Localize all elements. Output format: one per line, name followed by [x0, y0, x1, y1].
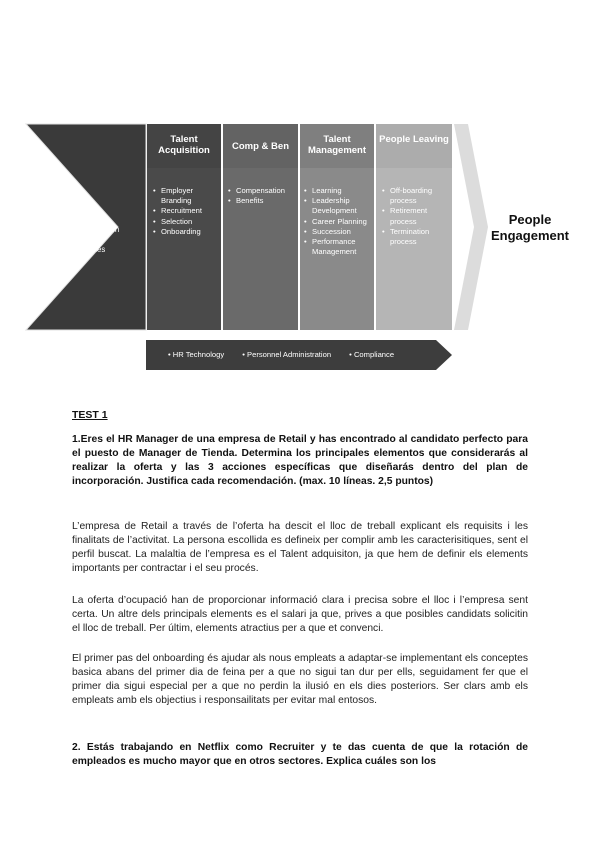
col-item: • Employer Branding	[153, 186, 219, 206]
bottom-item-label: Personnel Administration	[247, 350, 332, 359]
bottom-item: • HR Technology	[168, 350, 225, 359]
question-2: 2. Estás trabajando en Netflix como Recruiter y te das cuenta de que la rotación de empleados es mucho mayor que en otros sectores. Explica cuáles son los	[72, 742, 528, 767]
engagement-chevron	[454, 124, 488, 330]
col-list-people-leaving	[382, 186, 450, 247]
bottom-item: • Personnel Administration	[242, 350, 332, 359]
question-1: 1.Eres el HR Manager de una empresa de Retail y has encontrado al candidato perfecto para el puesto de Manager de Tienda. Determina los principales elementos que considerarás al realizar la oferta y las 3 acciones específicas que diseñarás dentro del plan de incorporación. Justifica cada recomendación. (max. 10 líneas. 2,5 puntos)	[72, 434, 528, 487]
sf-item: • Structure	[58, 206, 135, 216]
bottom-item: • Compliance	[349, 350, 395, 359]
sf-item: • Listening & Communication Strategy	[58, 216, 135, 245]
bottom-item-label: Compliance	[353, 350, 395, 359]
answer-paragraph-3: El primer pas del onboarding és ajudar als nous empleats a adaptar-se implementant els conceptes basica abans del primer dia de feina per a que no sigui tan dur per ells, seguidament fer que el primer dia sigui especial per a que no perdin la ilusió en els dies posteriors. Ser clars amb els empleats amb els objectius i responsailitats per evitar mal entosos.	[72, 653, 528, 706]
answer-paragraph-2: La oferta d’ocupació han de proporcionar informació clara i precisa sobre el lloc i l’empresa sent certa. Un altre dels principals elements es el salari ja que, prives a que posibles candidats solicitin el lloc de treball. Per últim, elements atractius per a que et convenci.	[72, 595, 528, 634]
col-item: • Leadership Development	[304, 196, 374, 216]
col-item: • Termination process	[382, 227, 450, 247]
col-item: • Learning	[304, 186, 374, 196]
people-engagement-label: People Engagement	[490, 212, 569, 243]
strategic-framework-title: Strategic Framework	[35, 208, 55, 254]
col-list-comp-ben	[228, 186, 298, 206]
strategic-framework-list	[58, 196, 135, 255]
sf-item: • HR Policies	[58, 245, 135, 255]
col-item: • Onboarding	[153, 227, 219, 237]
sf-item: • Culture	[58, 196, 135, 206]
col-title-talent-management: Talent Management	[307, 134, 367, 156]
col-list-talent-management	[304, 186, 374, 257]
col-item: • Benefits	[228, 196, 298, 206]
col-item: • Performance Management	[304, 237, 374, 257]
col-item: • Recruitment	[153, 206, 219, 216]
col-item: • Off-boarding process	[382, 186, 450, 206]
bottom-bar-labels	[168, 350, 410, 359]
bottom-item-label: HR Technology	[172, 350, 225, 359]
col-item: • Selection	[153, 217, 219, 227]
col-item: • Succession	[304, 227, 374, 237]
col-title-people-leaving: People Leaving	[379, 134, 449, 145]
col-item: • Retirement process	[382, 206, 450, 226]
col-list-talent-acquisition	[153, 186, 219, 237]
test-heading: TEST 1	[72, 409, 108, 421]
col-item: • Career Planning	[304, 217, 374, 227]
col-item: • Compensation	[228, 186, 298, 196]
answer-paragraph-1: L’empresa de Retail a través de l’oferta ha descit el lloc de treball explicant els requisits i les finalitats de l’activitat. La persona escollida es defineix per complir amb les caracterisitiques, sent el perfil buscat. La malaltia de l’empresa es el Talent adquisiton, ja que hem de definir els elements importants per contractar i el seu procés.	[72, 521, 528, 574]
col-title-talent-acquisition: Talent Acquisition	[158, 134, 210, 156]
hr-framework-diagram	[0, 0, 600, 390]
col-title-comp-ben: Comp & Ben	[232, 141, 289, 152]
